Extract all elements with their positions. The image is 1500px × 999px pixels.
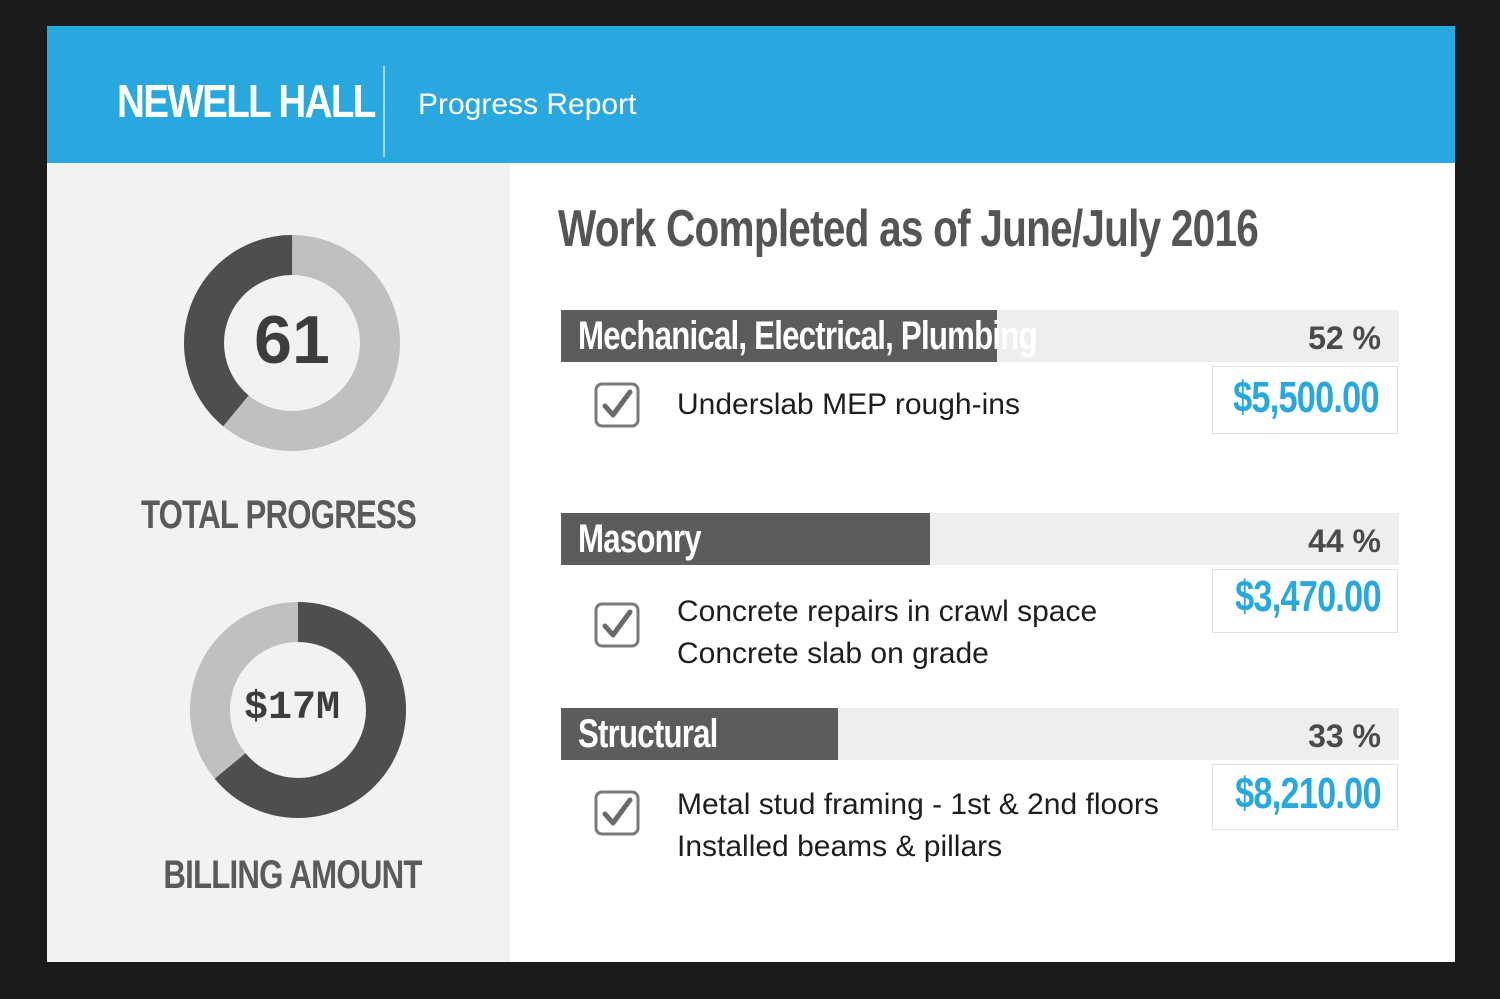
billing-amount-value: $17M (243, 686, 340, 731)
category-name: Structural (578, 712, 718, 756)
category-bar-track (561, 310, 1399, 362)
category-bar-track (561, 708, 1399, 760)
billing-amount-donut (188, 600, 408, 820)
header-divider (383, 66, 385, 157)
category-name: Masonry (578, 517, 701, 561)
category-amount-box (1212, 366, 1398, 434)
category-percent: 52 % (1308, 320, 1381, 356)
work-item: Concrete repairs in crawl space (677, 595, 1098, 628)
progress-report-card (47, 26, 1455, 962)
total-progress-value: 61 (254, 302, 330, 378)
category-amount: $8,210.00 (1235, 769, 1381, 818)
work-completed-title: Work Completed as of June/July 2016 (558, 200, 1259, 258)
checked-checkbox-icon[interactable] (594, 790, 640, 836)
category-percent: 33 % (1308, 718, 1381, 754)
billing-amount-label: BILLING AMOUNT (163, 853, 422, 897)
category-percent: 44 % (1308, 523, 1381, 559)
total-progress-label: TOTAL PROGRESS (140, 493, 417, 537)
total-progress-donut (182, 233, 402, 453)
category-amount-box (1212, 764, 1398, 830)
category-amount: $3,470.00 (1235, 572, 1381, 621)
category-mep (561, 310, 1399, 440)
category-structural (561, 708, 1399, 878)
category-amount-box (1212, 569, 1398, 633)
checked-checkbox-icon[interactable] (594, 382, 640, 428)
checked-checkbox-icon[interactable] (594, 602, 640, 648)
category-name: Mechanical, Electrical, Plumbing (578, 314, 1037, 358)
category-amount: $5,500.00 (1233, 373, 1379, 422)
work-item: Concrete slab on grade (677, 637, 989, 670)
work-item: Underslab MEP rough-ins (677, 388, 1020, 421)
category-masonry (561, 513, 1399, 683)
work-item: Metal stud framing - 1st & 2nd floors (677, 788, 1159, 821)
header-bar (47, 26, 1455, 163)
category-bar-track (561, 513, 1399, 565)
work-item: Installed beams & pillars (677, 830, 1003, 863)
summary-sidebar (47, 163, 510, 962)
brand-title: NEWELL HALL (117, 75, 375, 127)
report-subtitle: Progress Report (418, 88, 637, 121)
